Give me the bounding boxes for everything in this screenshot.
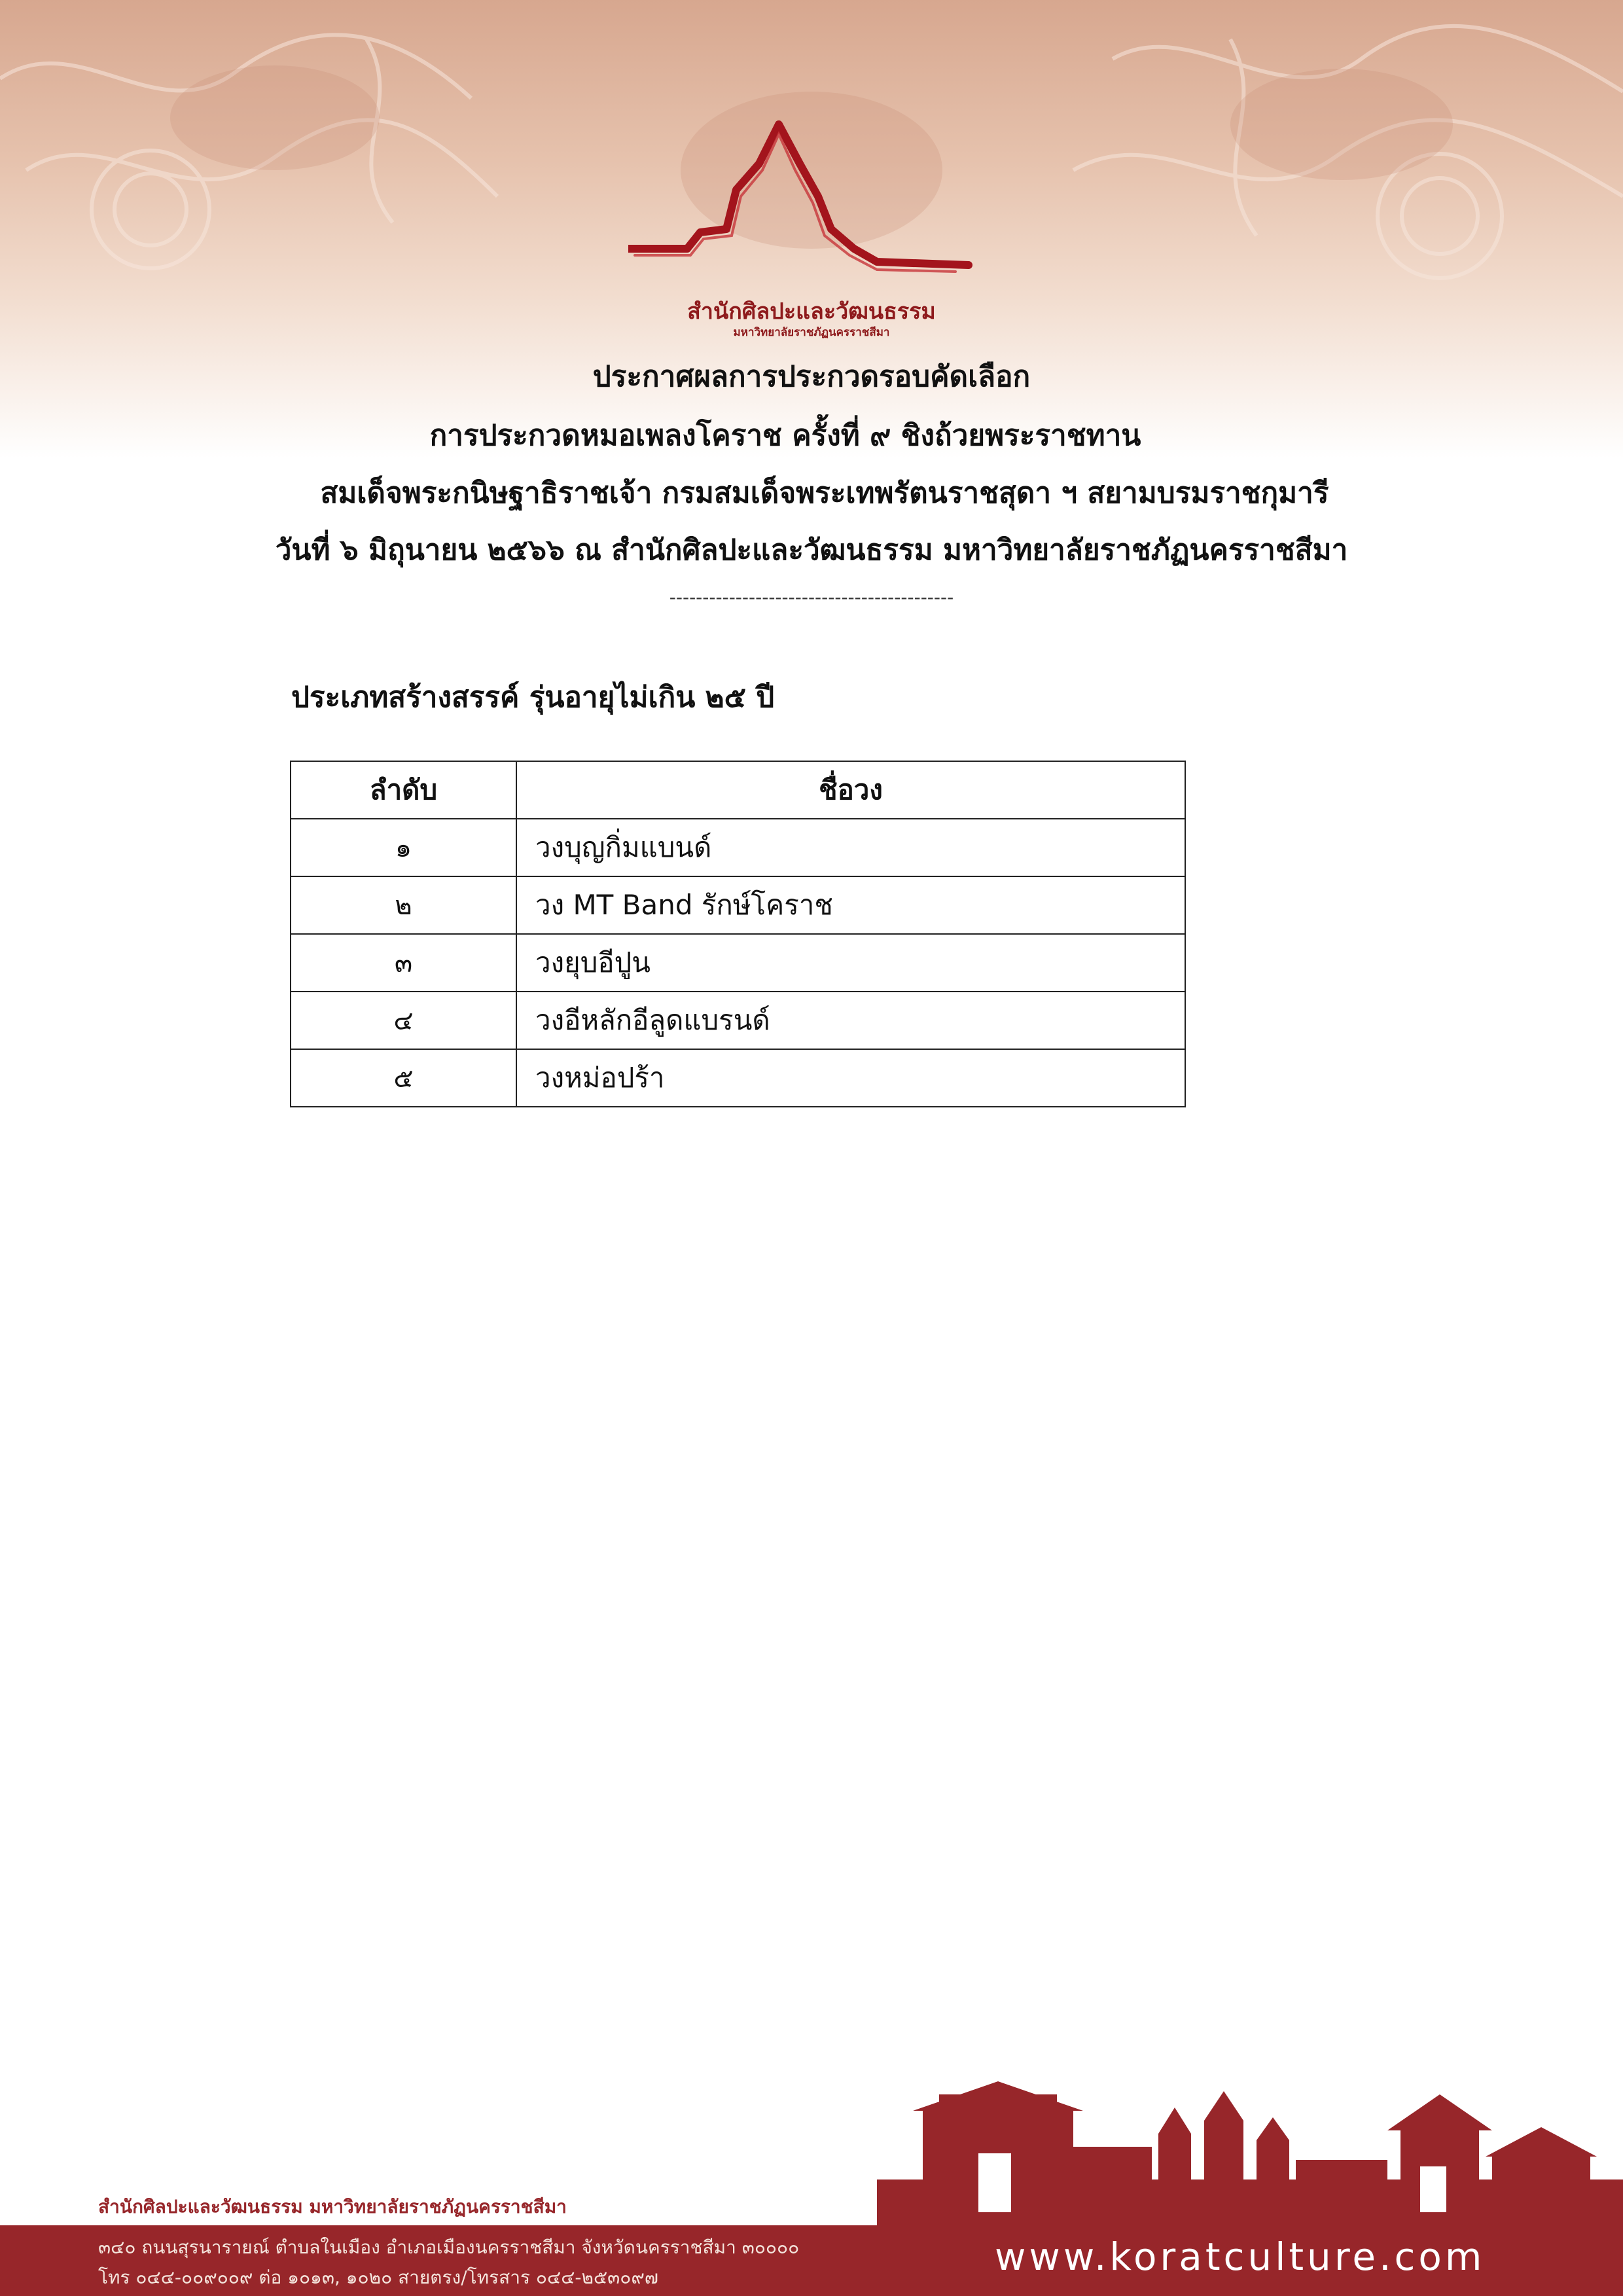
- table-row: [291, 934, 1185, 992]
- divider-dashes: -------------------------------------------: [669, 586, 954, 608]
- row-number: ๑: [291, 819, 516, 876]
- column-header-order: ลำดับ: [291, 761, 516, 819]
- table-row: [291, 876, 1185, 934]
- footer-phone: โทร ๐๔๔-๐๐๙๐๐๙ ต่อ ๑๐๑๓, ๑๐๒๐ สายตรง/โทรสาร ๐๔๔-๒๕๓๐๙๗: [98, 2267, 658, 2288]
- organization-name: สำนักศิลปะและวัฒนธรรม: [687, 298, 936, 325]
- row-number: ๓: [291, 934, 516, 992]
- row-number: ๔: [291, 992, 516, 1049]
- footer-address: ๓๔๐ ถนนสุรนารายณ์ ตำบลในเมือง อำเภอเมืองนครราชสีมา จังหวัดนครราชสีมา ๓๐๐๐๐: [98, 2236, 800, 2258]
- table-row: [291, 992, 1185, 1049]
- band-name: วง MT Band รักษ์โคราช: [516, 876, 1185, 934]
- column-header-band-name: ชื่อวง: [516, 761, 1185, 819]
- announcement-contest: การประกวดหมอเพลงโคราช ครั้งที่ ๙ ชิงถ้วยพระราชทาน: [429, 419, 1141, 452]
- announcement-date-venue: วันที่ ๖ มิถุนายน ๒๕๖๖ ณ สำนักศิลปะและวัฒนธรรม มหาวิทยาลัยราชภัฏนครราชสีมา: [275, 533, 1348, 567]
- row-number: ๒: [291, 876, 516, 934]
- row-number: ๕: [291, 1049, 516, 1107]
- band-name: วงอีหลักอีลูดแบรนด์: [516, 992, 1185, 1049]
- landmark-skyline-graphic: [877, 2081, 1623, 2225]
- footer-website-link[interactable]: www.koratculture.com: [995, 2234, 1486, 2279]
- band-name: วงบุญกิ่มแบนด์: [516, 819, 1185, 876]
- category-heading: ประเภทสร้างสรรค์ รุ่นอายุไม่เกิน ๒๕ ปี: [291, 681, 775, 714]
- table-row: [291, 819, 1185, 876]
- results-table: [290, 761, 1186, 1107]
- organization-subtitle: มหาวิทยาลัยราชภัฏนครราชสีมา: [733, 326, 890, 339]
- announcement-title: ประกาศผลการประกวดรอบคัดเลือก: [592, 360, 1031, 393]
- band-name: วงยุบอีปูน: [516, 934, 1185, 992]
- band-name: วงหม่อปร้า: [516, 1049, 1185, 1107]
- announcement-patron: สมเด็จพระกนิษฐาธิราชเจ้า กรมสมเด็จพระเทพรัตนราชสุดา ฯ สยามบรมราชกุมารี: [320, 476, 1329, 510]
- footer-organization: สำนักศิลปะและวัฒนธรรม มหาวิทยาลัยราชภัฏนครราชสีมา: [98, 2196, 567, 2217]
- table-header-row: [291, 761, 1185, 819]
- table-row: [291, 1049, 1185, 1107]
